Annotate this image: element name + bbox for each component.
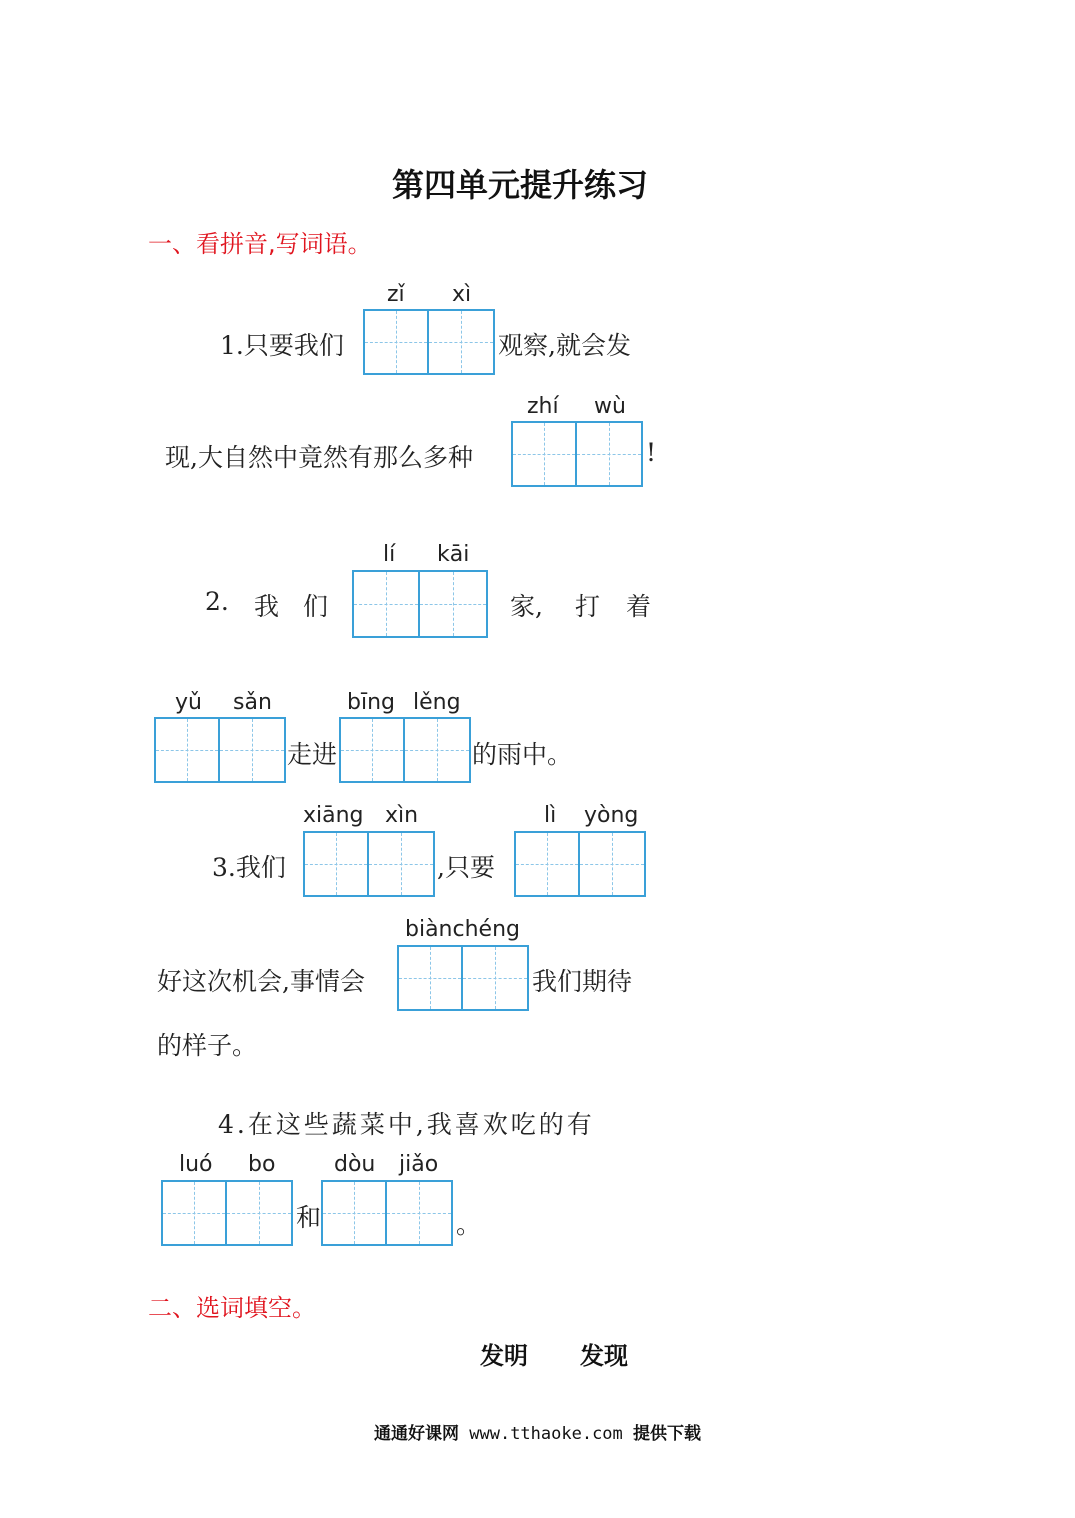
answer-box-yusan[interactable] <box>154 717 286 783</box>
answer-box-bingleng[interactable] <box>339 717 471 783</box>
footer-site-name: 通通好课网 <box>374 1424 459 1444</box>
answer-box-biancheng[interactable] <box>397 945 529 1011</box>
pinyin-luo: luó <box>179 1152 213 1177</box>
pinyin-jiao: jiǎo <box>399 1152 439 1177</box>
q4-line1: 4.在这些蔬菜中,我喜欢吃的有 <box>218 1110 595 1139</box>
footer-url[interactable]: www.tthaoke.com <box>469 1424 623 1444</box>
pinyin-bo: bo <box>248 1152 276 1177</box>
q2-word-zhe: 着 <box>626 592 652 621</box>
q4-line2-mid: 和 <box>296 1203 322 1232</box>
q4-line2-after: 。 <box>456 1210 482 1239</box>
footer-credit <box>374 1419 701 1444</box>
answer-box-liyong[interactable] <box>514 831 646 897</box>
pinyin-san: sǎn <box>233 690 272 715</box>
word-option-faming: 发明 <box>480 1342 528 1370</box>
q2-word-men: 们 <box>303 592 329 621</box>
q2-word-da: 打 <box>575 592 601 621</box>
pinyin-xi: xì <box>452 282 472 307</box>
q1-line2-before: 现,大自然中竟然有那么多种 <box>165 443 473 472</box>
page-title: 第四单元提升练习 <box>392 166 649 204</box>
pinyin-bing: bīng <box>347 690 395 715</box>
pinyin-biancheng: biànchéng <box>405 917 520 942</box>
q2-line2-mid: 走进 <box>287 740 338 769</box>
q2-line2-after: 的雨中。 <box>472 740 573 769</box>
q3-line2-after: 我们期待 <box>532 967 633 996</box>
q3-line3: 的样子。 <box>157 1031 258 1060</box>
q1-line1-after: 观察,就会发 <box>498 331 631 360</box>
q2-number: 2. <box>205 587 229 616</box>
section-two-heading: 二、选词填空。 <box>148 1294 316 1322</box>
answer-box-doujiao[interactable] <box>321 1180 453 1246</box>
word-option-faxian: 发现 <box>580 1342 628 1370</box>
answer-box-luobo[interactable] <box>161 1180 293 1246</box>
q2-word-wo: 我 <box>254 592 280 621</box>
pinyin-xin: xìn <box>385 803 419 828</box>
q1-line2-after: ! <box>646 438 657 467</box>
answer-box-zixi[interactable] <box>363 309 495 375</box>
pinyin-yong: yòng <box>584 803 639 828</box>
pinyin-leng: lěng <box>413 690 461 715</box>
q3-line1-before: 3.我们 <box>212 853 286 882</box>
answer-box-zhiwu[interactable] <box>511 421 643 487</box>
q2-word-jia: 家, <box>510 592 543 621</box>
section-one-heading: 一、看拼音,写词语。 <box>148 230 372 258</box>
q3-line2-before: 好这次机会,事情会 <box>157 967 365 996</box>
pinyin-kai: kāi <box>437 542 470 567</box>
answer-box-likai[interactable] <box>352 570 488 638</box>
pinyin-yu: yǔ <box>175 690 202 715</box>
pinyin-li: lí <box>383 542 396 567</box>
answer-box-xiangxin[interactable] <box>303 831 435 897</box>
q3-line1-mid: ,只要 <box>437 853 495 882</box>
pinyin-xiang: xiāng <box>303 803 364 828</box>
pinyin-zhi: zhí <box>527 394 559 419</box>
footer-suffix: 提供下载 <box>633 1424 702 1444</box>
pinyin-dou: dòu <box>334 1152 376 1177</box>
pinyin-li2: lì <box>544 803 557 828</box>
pinyin-wu: wù <box>594 394 626 419</box>
q1-line1-before: 1.只要我们 <box>220 331 344 360</box>
pinyin-zi: zǐ <box>387 282 405 307</box>
